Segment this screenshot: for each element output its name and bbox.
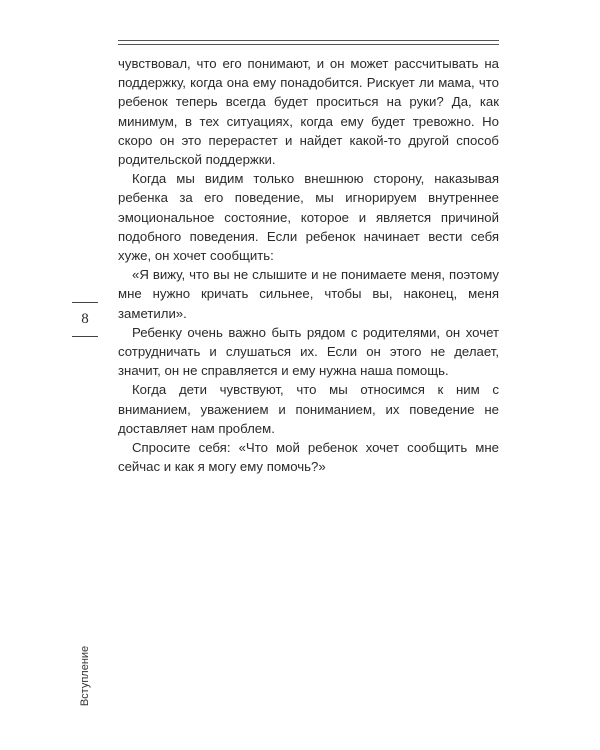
paragraph-3-quote: «Я вижу, что вы не слышите и не понимаете меня, поэтому мне нужно кричать сильнее, чтобы вы, наконец, меня заметили». [118, 267, 499, 321]
body-text [118, 54, 499, 476]
paragraph-6: Спросите себя: «Что мой ребенок хочет сообщить мне сейчас и как я могу ему помочь?» [118, 440, 499, 475]
page-number: 8 [81, 311, 89, 327]
page-number-rule-bottom [72, 336, 98, 337]
header-rule-top [118, 40, 499, 41]
section-label: Вступление [79, 645, 91, 707]
paragraph-2: Когда мы видим только внешнюю сторону, наказывая ребенка за его поведение, мы игнорируем внутреннее эмоциональное состояние, которое и является причиной подобного поведения. Если ребенок начинает вести себя хуже, он хочет сообщить: [118, 171, 499, 264]
paragraph-4: Ребенку очень важно быть рядом с родителями, он хочет сотрудничать и слушаться их. Если он этого не делает, значит, он не справляется и ему нужна наша помощь. [118, 324, 499, 379]
header-rule-bottom [118, 44, 499, 45]
paragraph-1: чувствовал, что его понимают, и он может рассчитывать на поддержку, когда она ему понадобится. Рискует ли мама, что ребенок теперь всегда будет проситься на руки? Да, как минимум, в тех ситуациях, когда ему будет тревожно. Но скоро он это перерастет и найдет какой-то другой способ родительской поддержки. [118, 56, 499, 168]
page-number-rule-top [72, 302, 98, 303]
paragraph-5: Когда дети чувствуют, что мы относимся к ним с вниманием, уважением и пониманием, их поведение не доставляет нам проблем. [118, 382, 499, 436]
